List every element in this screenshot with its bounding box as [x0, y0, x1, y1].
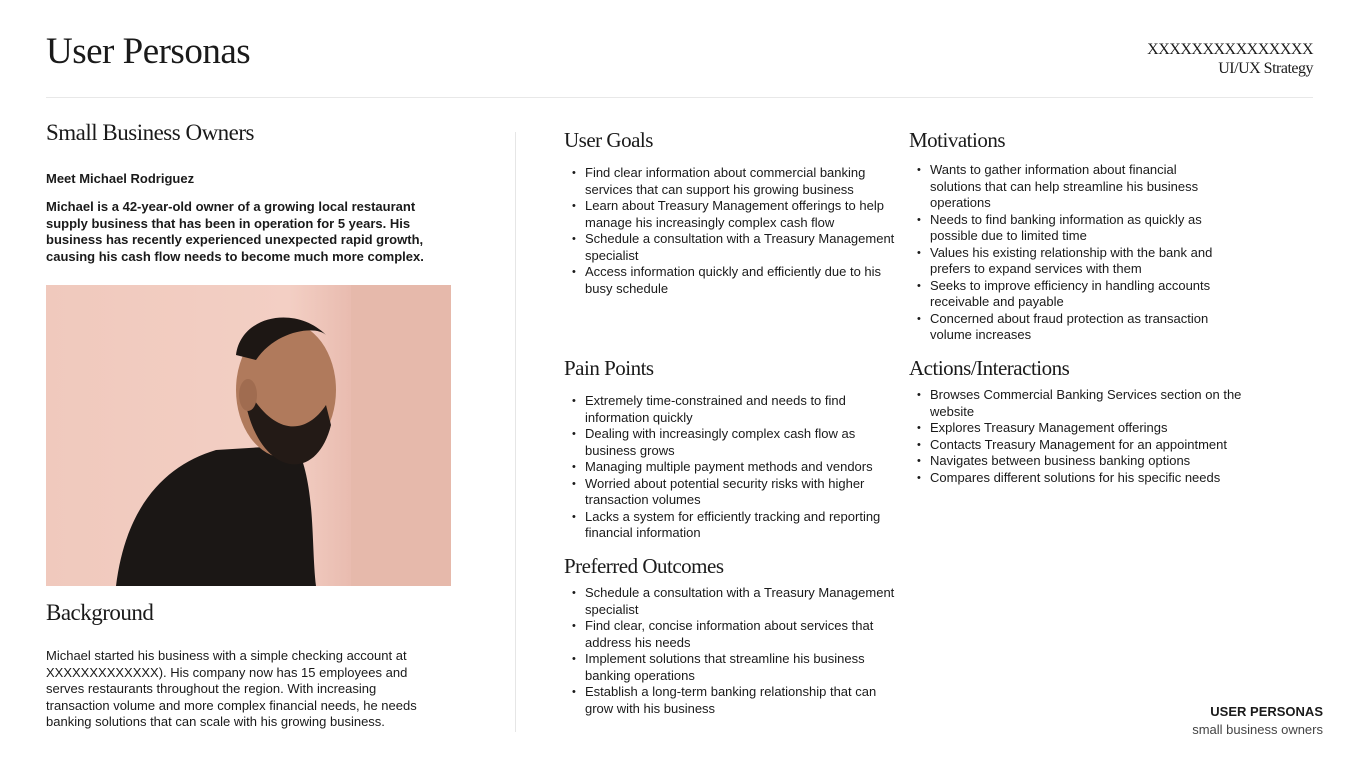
header-divider — [46, 97, 1313, 98]
list-item: • Implement solutions that streamline his business banking operations — [564, 651, 899, 684]
pain-heading: Pain Points — [564, 356, 654, 380]
list-item: • Seeks to improve efficiency in handling accounts receivable and payable — [909, 278, 1224, 311]
background-heading: Background — [46, 600, 154, 625]
segment-heading: Small Business Owners — [46, 120, 254, 145]
outcomes-heading: Preferred Outcomes — [564, 554, 724, 578]
goals-heading: User Goals — [564, 128, 653, 152]
list-item: • Concerned about fraud protection as transaction volume increases — [909, 311, 1224, 344]
column-divider — [515, 132, 516, 732]
motivations-heading: Motivations — [909, 128, 1006, 152]
footer — [1192, 703, 1323, 739]
list-item: • Worried about potential security risks with higher transaction volumes — [564, 476, 899, 509]
actions-heading: Actions/Interactions — [909, 356, 1070, 380]
list-item: • Values his existing relationship with the bank and prefers to expand services with them — [909, 245, 1224, 278]
list-item: • Find clear, concise information about services that address his needs — [564, 618, 899, 651]
persona-photo — [46, 285, 451, 586]
list-item: • Managing multiple payment methods and vendors — [564, 459, 899, 476]
list-item: • Schedule a consultation with a Treasury Management specialist — [564, 585, 899, 618]
footer-subtitle: small business owners — [1192, 722, 1323, 737]
page-title: User Personas — [46, 31, 251, 72]
list-item: • Extremely time-constrained and needs to find information quickly — [564, 393, 899, 426]
list-item: • Navigates between business banking options — [909, 453, 1249, 470]
list-item: • Schedule a consultation with a Treasury Management specialist — [564, 231, 899, 264]
persona-intro: Michael is a 42-year-old owner of a growing local restaurant supply business that has been in operation for 5 years. His business has recently experienced unexpected rapid growth, causing his cash flow needs to become much more complex. — [46, 199, 424, 264]
pain-list — [564, 393, 899, 542]
actions-list — [909, 387, 1249, 486]
list-item: • Wants to gather information about financial solutions that can help streamline his business operations — [909, 162, 1224, 212]
list-item: • Browses Commercial Banking Services section on the website — [909, 387, 1249, 420]
footer-title: USER PERSONAS — [1210, 704, 1323, 719]
header-meta — [1147, 40, 1313, 78]
header-subtitle: UI/UX Strategy — [1218, 60, 1313, 77]
outcomes-list — [564, 585, 899, 717]
list-item: • Establish a long-term banking relationship that can grow with his business — [564, 684, 899, 717]
list-item: • Explores Treasury Management offerings — [909, 420, 1249, 437]
person-photo-icon — [46, 285, 451, 586]
goals-list — [564, 165, 899, 297]
list-item: • Dealing with increasingly complex cash flow as business grows — [564, 426, 899, 459]
list-item: • Learn about Treasury Management offerings to help manage his increasingly complex cash flow — [564, 198, 899, 231]
background-text: Michael started his business with a simple checking account at XXXXXXXXXXXXX). His company now has 15 employees and serves restaurants throughout the region. With increasing transaction volume and more complex financial needs, he needs banking solutions that can scale with his growing business. — [46, 648, 417, 729]
list-item: • Contacts Treasury Management for an appointment — [909, 437, 1249, 454]
list-item: • Needs to find banking information as quickly as possible due to limited time — [909, 212, 1224, 245]
persona-name: Meet Michael Rodriguez — [46, 171, 195, 186]
motivations-list — [909, 162, 1224, 344]
list-item: • Lacks a system for efficiently tracking and reporting financial information — [564, 509, 899, 542]
list-item: • Access information quickly and efficiently due to his busy schedule — [564, 264, 899, 297]
client-name: XXXXXXXXXXXXXXX — [1147, 41, 1313, 58]
list-item: • Compares different solutions for his specific needs — [909, 470, 1249, 487]
list-item: • Find clear information about commercial banking services that can support his growing business — [564, 165, 899, 198]
